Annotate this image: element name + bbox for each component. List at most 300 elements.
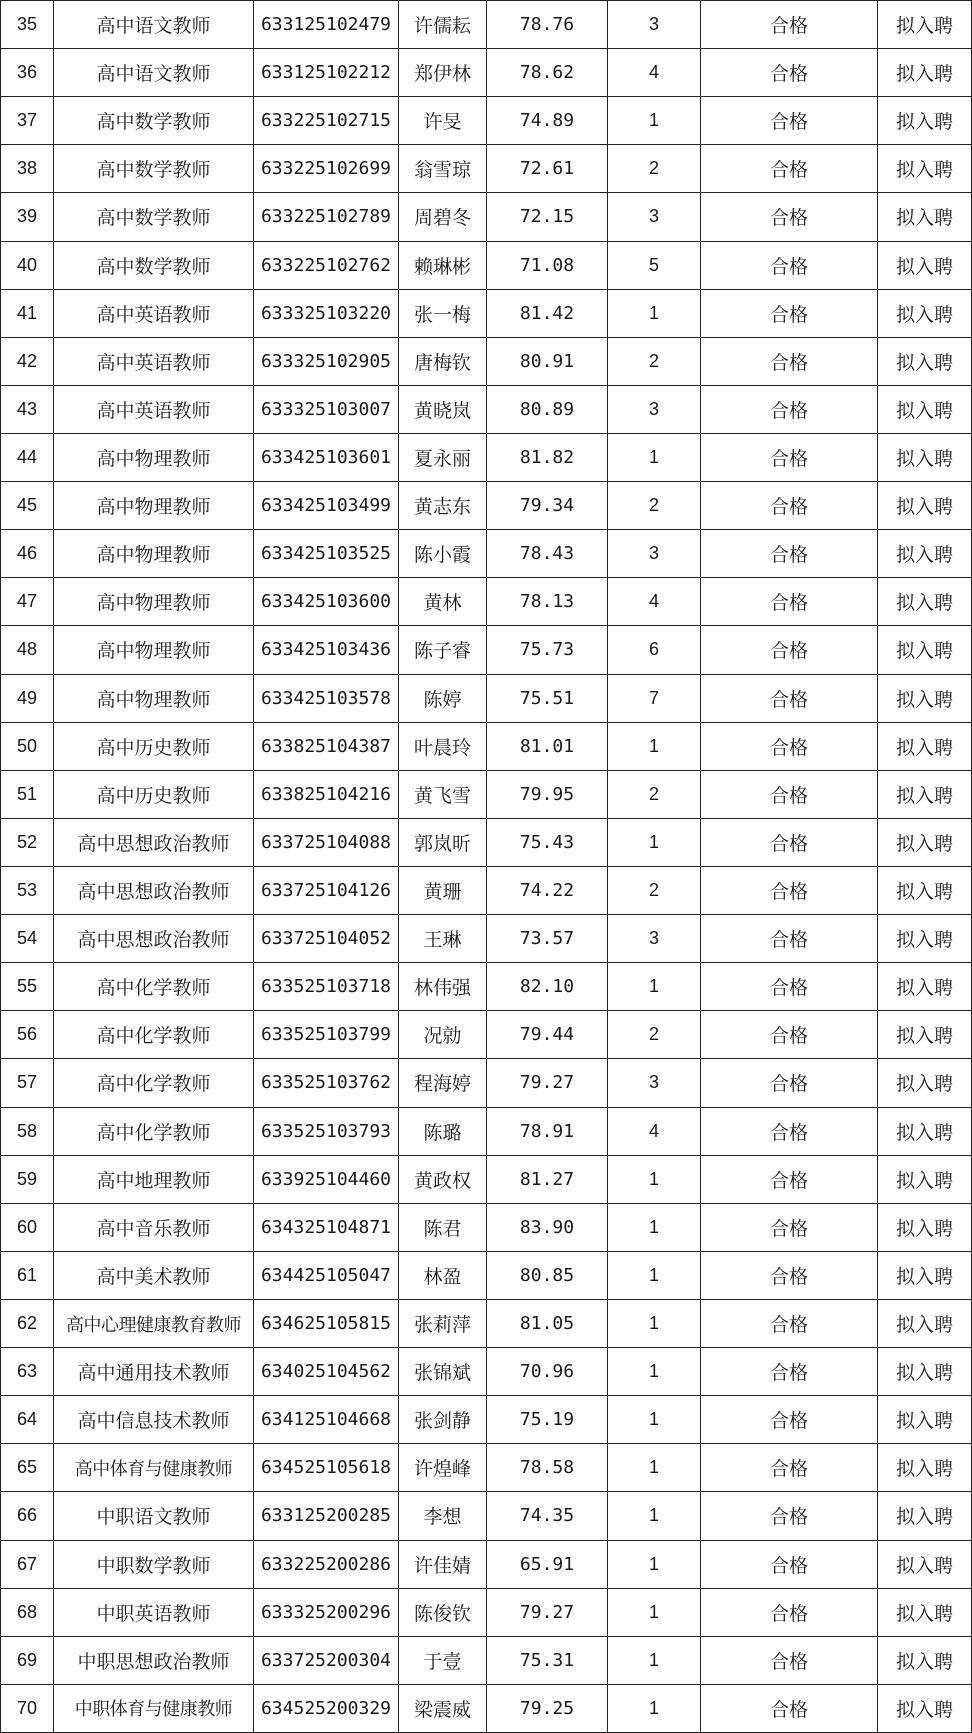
exam-number-cell: 633825104216 [254, 770, 399, 818]
exam-number-cell: 633425103525 [254, 530, 399, 578]
rank-cell: 3 [608, 530, 701, 578]
candidate-name-cell: 林盈 [399, 1251, 487, 1299]
result-cell: 合格 [701, 97, 878, 145]
position-cell: 高中化学教师 [54, 1059, 254, 1107]
rank-cell: 1 [608, 818, 701, 866]
exam-number-cell: 633225102789 [254, 193, 399, 241]
row-number-cell: 54 [1, 915, 54, 963]
position-cell: 高中化学教师 [54, 1011, 254, 1059]
position-cell: 高中语文教师 [54, 1, 254, 49]
row-number-cell: 62 [1, 1299, 54, 1347]
position-cell: 高中美术教师 [54, 1251, 254, 1299]
exam-number-cell: 633725104126 [254, 866, 399, 914]
table-row [1, 818, 972, 866]
rank-cell: 1 [608, 97, 701, 145]
exam-number-cell: 633225102762 [254, 241, 399, 289]
candidate-name-cell: 张锦斌 [399, 1348, 487, 1396]
table-row [1, 49, 972, 97]
exam-number-cell: 633525103793 [254, 1107, 399, 1155]
row-number-cell: 51 [1, 770, 54, 818]
score-cell: 70.96 [487, 1348, 608, 1396]
candidate-name-cell: 许旻 [399, 97, 487, 145]
row-number-cell: 48 [1, 626, 54, 674]
table-row [1, 1636, 972, 1684]
exam-number-cell: 633825104387 [254, 722, 399, 770]
decision-cell: 拟入聘 [878, 97, 972, 145]
exam-number-cell: 633425103600 [254, 578, 399, 626]
decision-cell: 拟入聘 [878, 530, 972, 578]
candidate-name-cell: 翁雪琼 [399, 145, 487, 193]
result-cell: 合格 [701, 1540, 878, 1588]
decision-cell: 拟入聘 [878, 1, 972, 49]
result-cell: 合格 [701, 49, 878, 97]
candidate-name-cell: 陈璐 [399, 1107, 487, 1155]
position-cell: 高中数学教师 [54, 97, 254, 145]
score-cell: 79.27 [487, 1588, 608, 1636]
rank-cell: 3 [608, 1059, 701, 1107]
result-cell: 合格 [701, 963, 878, 1011]
rank-cell: 6 [608, 626, 701, 674]
rank-cell: 1 [608, 722, 701, 770]
candidate-name-cell: 梁震威 [399, 1684, 487, 1732]
decision-cell: 拟入聘 [878, 337, 972, 385]
result-cell: 合格 [701, 289, 878, 337]
row-number-cell: 40 [1, 241, 54, 289]
result-cell: 合格 [701, 433, 878, 481]
score-cell: 71.08 [487, 241, 608, 289]
rank-cell: 3 [608, 915, 701, 963]
result-cell: 合格 [701, 626, 878, 674]
exam-number-cell: 633425103601 [254, 433, 399, 481]
candidate-name-cell: 黄林 [399, 578, 487, 626]
score-cell: 74.22 [487, 866, 608, 914]
decision-cell: 拟入聘 [878, 1540, 972, 1588]
result-cell: 合格 [701, 1396, 878, 1444]
result-cell: 合格 [701, 674, 878, 722]
table-row [1, 1396, 972, 1444]
score-cell: 75.31 [487, 1636, 608, 1684]
result-cell: 合格 [701, 1107, 878, 1155]
result-cell: 合格 [701, 915, 878, 963]
rank-cell: 2 [608, 145, 701, 193]
candidate-name-cell: 陈婷 [399, 674, 487, 722]
rank-cell: 1 [608, 1348, 701, 1396]
table-row [1, 722, 972, 770]
row-number-cell: 38 [1, 145, 54, 193]
score-cell: 83.90 [487, 1203, 608, 1251]
position-cell: 高中化学教师 [54, 1107, 254, 1155]
row-number-cell: 47 [1, 578, 54, 626]
decision-cell: 拟入聘 [878, 385, 972, 433]
position-cell: 中职数学教师 [54, 1540, 254, 1588]
decision-cell: 拟入聘 [878, 626, 972, 674]
candidate-name-cell: 李想 [399, 1492, 487, 1540]
decision-cell: 拟入聘 [878, 289, 972, 337]
decision-cell: 拟入聘 [878, 482, 972, 530]
score-cell: 78.76 [487, 1, 608, 49]
table-row [1, 1251, 972, 1299]
result-cell: 合格 [701, 1059, 878, 1107]
rank-cell: 4 [608, 49, 701, 97]
table-row [1, 97, 972, 145]
decision-cell: 拟入聘 [878, 1203, 972, 1251]
candidate-name-cell: 郑伊林 [399, 49, 487, 97]
exam-number-cell: 634325104871 [254, 1203, 399, 1251]
result-cell: 合格 [701, 1492, 878, 1540]
decision-cell: 拟入聘 [878, 1684, 972, 1732]
row-number-cell: 66 [1, 1492, 54, 1540]
score-cell: 75.43 [487, 818, 608, 866]
result-cell: 合格 [701, 193, 878, 241]
exam-number-cell: 634625105815 [254, 1299, 399, 1347]
decision-cell: 拟入聘 [878, 145, 972, 193]
table-body [1, 1, 972, 1733]
rank-cell: 4 [608, 1107, 701, 1155]
table-row [1, 1059, 972, 1107]
position-cell: 高中思想政治教师 [54, 818, 254, 866]
position-cell: 中职体育与健康教师 [54, 1684, 254, 1732]
candidate-name-cell: 黄飞雪 [399, 770, 487, 818]
position-cell: 高中英语教师 [54, 385, 254, 433]
result-cell: 合格 [701, 1299, 878, 1347]
rank-cell: 1 [608, 1396, 701, 1444]
rank-cell: 1 [608, 1444, 701, 1492]
decision-cell: 拟入聘 [878, 866, 972, 914]
position-cell: 高中心理健康教育教师 [54, 1299, 254, 1347]
position-cell: 中职英语教师 [54, 1588, 254, 1636]
decision-cell: 拟入聘 [878, 578, 972, 626]
candidate-name-cell: 唐梅钦 [399, 337, 487, 385]
candidate-name-cell: 赖琳彬 [399, 241, 487, 289]
result-cell: 合格 [701, 1636, 878, 1684]
result-cell: 合格 [701, 1444, 878, 1492]
decision-cell: 拟入聘 [878, 1107, 972, 1155]
row-number-cell: 69 [1, 1636, 54, 1684]
score-cell: 78.58 [487, 1444, 608, 1492]
result-cell: 合格 [701, 530, 878, 578]
position-cell: 高中数学教师 [54, 145, 254, 193]
result-cell: 合格 [701, 722, 878, 770]
score-cell: 74.89 [487, 97, 608, 145]
rank-cell: 2 [608, 482, 701, 530]
exam-number-cell: 633725200304 [254, 1636, 399, 1684]
row-number-cell: 42 [1, 337, 54, 385]
row-number-cell: 68 [1, 1588, 54, 1636]
row-number-cell: 45 [1, 482, 54, 530]
position-cell: 高中数学教师 [54, 241, 254, 289]
candidate-name-cell: 于壹 [399, 1636, 487, 1684]
table-row [1, 1299, 972, 1347]
exam-number-cell: 633125200285 [254, 1492, 399, 1540]
row-number-cell: 41 [1, 289, 54, 337]
result-cell: 合格 [701, 1155, 878, 1203]
rank-cell: 1 [608, 1636, 701, 1684]
exam-number-cell: 633425103436 [254, 626, 399, 674]
rank-cell: 3 [608, 385, 701, 433]
table-row [1, 385, 972, 433]
score-cell: 75.73 [487, 626, 608, 674]
score-cell: 78.62 [487, 49, 608, 97]
table-row [1, 915, 972, 963]
row-number-cell: 35 [1, 1, 54, 49]
rank-cell: 4 [608, 578, 701, 626]
row-number-cell: 49 [1, 674, 54, 722]
score-cell: 65.91 [487, 1540, 608, 1588]
table-row [1, 1, 972, 49]
table-row [1, 1540, 972, 1588]
decision-cell: 拟入聘 [878, 433, 972, 481]
result-cell: 合格 [701, 385, 878, 433]
position-cell: 高中历史教师 [54, 770, 254, 818]
decision-cell: 拟入聘 [878, 1636, 972, 1684]
table-row [1, 1588, 972, 1636]
score-cell: 81.27 [487, 1155, 608, 1203]
row-number-cell: 52 [1, 818, 54, 866]
exam-number-cell: 633425103499 [254, 482, 399, 530]
row-number-cell: 67 [1, 1540, 54, 1588]
row-number-cell: 64 [1, 1396, 54, 1444]
decision-cell: 拟入聘 [878, 770, 972, 818]
row-number-cell: 50 [1, 722, 54, 770]
candidate-name-cell: 陈子睿 [399, 626, 487, 674]
decision-cell: 拟入聘 [878, 193, 972, 241]
position-cell: 高中化学教师 [54, 963, 254, 1011]
decision-cell: 拟入聘 [878, 1155, 972, 1203]
exam-number-cell: 633225200286 [254, 1540, 399, 1588]
table-row [1, 482, 972, 530]
exam-number-cell: 633325103007 [254, 385, 399, 433]
candidate-name-cell: 张剑静 [399, 1396, 487, 1444]
row-number-cell: 53 [1, 866, 54, 914]
score-cell: 79.25 [487, 1684, 608, 1732]
candidate-name-cell: 叶晨玲 [399, 722, 487, 770]
rank-cell: 3 [608, 1, 701, 49]
score-cell: 75.19 [487, 1396, 608, 1444]
decision-cell: 拟入聘 [878, 818, 972, 866]
row-number-cell: 70 [1, 1684, 54, 1732]
table-row [1, 241, 972, 289]
result-cell: 合格 [701, 241, 878, 289]
candidate-name-cell: 黄珊 [399, 866, 487, 914]
candidate-name-cell: 许煌峰 [399, 1444, 487, 1492]
score-cell: 82.10 [487, 963, 608, 1011]
decision-cell: 拟入聘 [878, 1299, 972, 1347]
position-cell: 高中语文教师 [54, 49, 254, 97]
decision-cell: 拟入聘 [878, 1492, 972, 1540]
table-row [1, 289, 972, 337]
exam-number-cell: 633325200296 [254, 1588, 399, 1636]
position-cell: 高中英语教师 [54, 337, 254, 385]
rank-cell: 1 [608, 289, 701, 337]
position-cell: 高中地理教师 [54, 1155, 254, 1203]
result-cell: 合格 [701, 866, 878, 914]
exam-number-cell: 633225102715 [254, 97, 399, 145]
table-row [1, 1107, 972, 1155]
rank-cell: 1 [608, 963, 701, 1011]
rank-cell: 3 [608, 193, 701, 241]
table-row [1, 530, 972, 578]
table-row [1, 674, 972, 722]
score-cell: 79.34 [487, 482, 608, 530]
score-cell: 81.01 [487, 722, 608, 770]
exam-number-cell: 634125104668 [254, 1396, 399, 1444]
rank-cell: 2 [608, 337, 701, 385]
exam-number-cell: 633225102699 [254, 145, 399, 193]
decision-cell: 拟入聘 [878, 1251, 972, 1299]
score-cell: 72.15 [487, 193, 608, 241]
rank-cell: 1 [608, 1299, 701, 1347]
result-cell: 合格 [701, 1348, 878, 1396]
table-row [1, 578, 972, 626]
candidate-name-cell: 黄志东 [399, 482, 487, 530]
candidate-name-cell: 夏永丽 [399, 433, 487, 481]
score-cell: 78.91 [487, 1107, 608, 1155]
table-row [1, 770, 972, 818]
row-number-cell: 58 [1, 1107, 54, 1155]
result-cell: 合格 [701, 770, 878, 818]
candidate-name-cell: 陈俊钦 [399, 1588, 487, 1636]
position-cell: 高中物理教师 [54, 626, 254, 674]
score-cell: 81.42 [487, 289, 608, 337]
rank-cell: 2 [608, 866, 701, 914]
row-number-cell: 60 [1, 1203, 54, 1251]
position-cell: 高中思想政治教师 [54, 915, 254, 963]
row-number-cell: 46 [1, 530, 54, 578]
candidate-name-cell: 周碧冬 [399, 193, 487, 241]
row-number-cell: 65 [1, 1444, 54, 1492]
score-cell: 81.05 [487, 1299, 608, 1347]
rank-cell: 1 [608, 433, 701, 481]
score-cell: 79.44 [487, 1011, 608, 1059]
row-number-cell: 61 [1, 1251, 54, 1299]
exam-number-cell: 633525103799 [254, 1011, 399, 1059]
candidate-name-cell: 张莉萍 [399, 1299, 487, 1347]
table-row [1, 1203, 972, 1251]
rank-cell: 5 [608, 241, 701, 289]
score-cell: 80.91 [487, 337, 608, 385]
result-cell: 合格 [701, 145, 878, 193]
candidate-name-cell: 黄政权 [399, 1155, 487, 1203]
position-cell: 中职语文教师 [54, 1492, 254, 1540]
result-cell: 合格 [701, 482, 878, 530]
result-cell: 合格 [701, 337, 878, 385]
position-cell: 高中历史教师 [54, 722, 254, 770]
table-row [1, 433, 972, 481]
rank-cell: 1 [608, 1540, 701, 1588]
result-cell: 合格 [701, 818, 878, 866]
position-cell: 高中通用技术教师 [54, 1348, 254, 1396]
decision-cell: 拟入聘 [878, 915, 972, 963]
position-cell: 高中物理教师 [54, 674, 254, 722]
exam-number-cell: 634525200329 [254, 1684, 399, 1732]
decision-cell: 拟入聘 [878, 49, 972, 97]
exam-number-cell: 633125102479 [254, 1, 399, 49]
row-number-cell: 37 [1, 97, 54, 145]
row-number-cell: 56 [1, 1011, 54, 1059]
rank-cell: 1 [608, 1588, 701, 1636]
candidate-name-cell: 程海婷 [399, 1059, 487, 1107]
rank-cell: 1 [608, 1155, 701, 1203]
exam-number-cell: 633325103220 [254, 289, 399, 337]
exam-number-cell: 633725104052 [254, 915, 399, 963]
row-number-cell: 59 [1, 1155, 54, 1203]
candidate-name-cell: 陈小霞 [399, 530, 487, 578]
position-cell: 高中数学教师 [54, 193, 254, 241]
result-cell: 合格 [701, 578, 878, 626]
table-row [1, 626, 972, 674]
score-cell: 80.89 [487, 385, 608, 433]
rank-cell: 1 [608, 1492, 701, 1540]
table-row [1, 1684, 972, 1732]
candidate-name-cell: 况勍 [399, 1011, 487, 1059]
exam-number-cell: 634025104562 [254, 1348, 399, 1396]
exam-number-cell: 633725104088 [254, 818, 399, 866]
candidate-name-cell: 陈君 [399, 1203, 487, 1251]
row-number-cell: 44 [1, 433, 54, 481]
table-row [1, 1011, 972, 1059]
result-cell: 合格 [701, 1251, 878, 1299]
rank-cell: 1 [608, 1684, 701, 1732]
score-cell: 73.57 [487, 915, 608, 963]
table-row [1, 1348, 972, 1396]
position-cell: 高中物理教师 [54, 578, 254, 626]
decision-cell: 拟入聘 [878, 1444, 972, 1492]
score-cell: 79.95 [487, 770, 608, 818]
exam-number-cell: 633525103718 [254, 963, 399, 1011]
score-cell: 79.27 [487, 1059, 608, 1107]
position-cell: 高中思想政治教师 [54, 866, 254, 914]
rank-cell: 2 [608, 770, 701, 818]
result-cell: 合格 [701, 1011, 878, 1059]
table-row [1, 866, 972, 914]
decision-cell: 拟入聘 [878, 963, 972, 1011]
exam-number-cell: 633925104460 [254, 1155, 399, 1203]
rank-cell: 1 [608, 1251, 701, 1299]
score-cell: 72.61 [487, 145, 608, 193]
exam-number-cell: 634525105618 [254, 1444, 399, 1492]
position-cell: 高中体育与健康教师 [54, 1444, 254, 1492]
result-cell: 合格 [701, 1, 878, 49]
table-row [1, 963, 972, 1011]
score-cell: 74.35 [487, 1492, 608, 1540]
candidate-name-cell: 黄晓岚 [399, 385, 487, 433]
table-row [1, 1155, 972, 1203]
decision-cell: 拟入聘 [878, 1396, 972, 1444]
position-cell: 高中物理教师 [54, 433, 254, 481]
rank-cell: 2 [608, 1011, 701, 1059]
candidate-name-cell: 林伟强 [399, 963, 487, 1011]
score-cell: 75.51 [487, 674, 608, 722]
table-row [1, 1492, 972, 1540]
position-cell: 高中英语教师 [54, 289, 254, 337]
table-row [1, 145, 972, 193]
position-cell: 高中音乐教师 [54, 1203, 254, 1251]
row-number-cell: 43 [1, 385, 54, 433]
score-cell: 80.85 [487, 1251, 608, 1299]
table-row [1, 193, 972, 241]
exam-number-cell: 633425103578 [254, 674, 399, 722]
result-cell: 合格 [701, 1684, 878, 1732]
result-cell: 合格 [701, 1203, 878, 1251]
exam-number-cell: 633525103762 [254, 1059, 399, 1107]
candidate-name-cell: 许佳婧 [399, 1540, 487, 1588]
position-cell: 高中信息技术教师 [54, 1396, 254, 1444]
score-cell: 81.82 [487, 433, 608, 481]
candidate-name-cell: 王琳 [399, 915, 487, 963]
table-row [1, 337, 972, 385]
rank-cell: 7 [608, 674, 701, 722]
candidate-name-cell: 郭岚昕 [399, 818, 487, 866]
